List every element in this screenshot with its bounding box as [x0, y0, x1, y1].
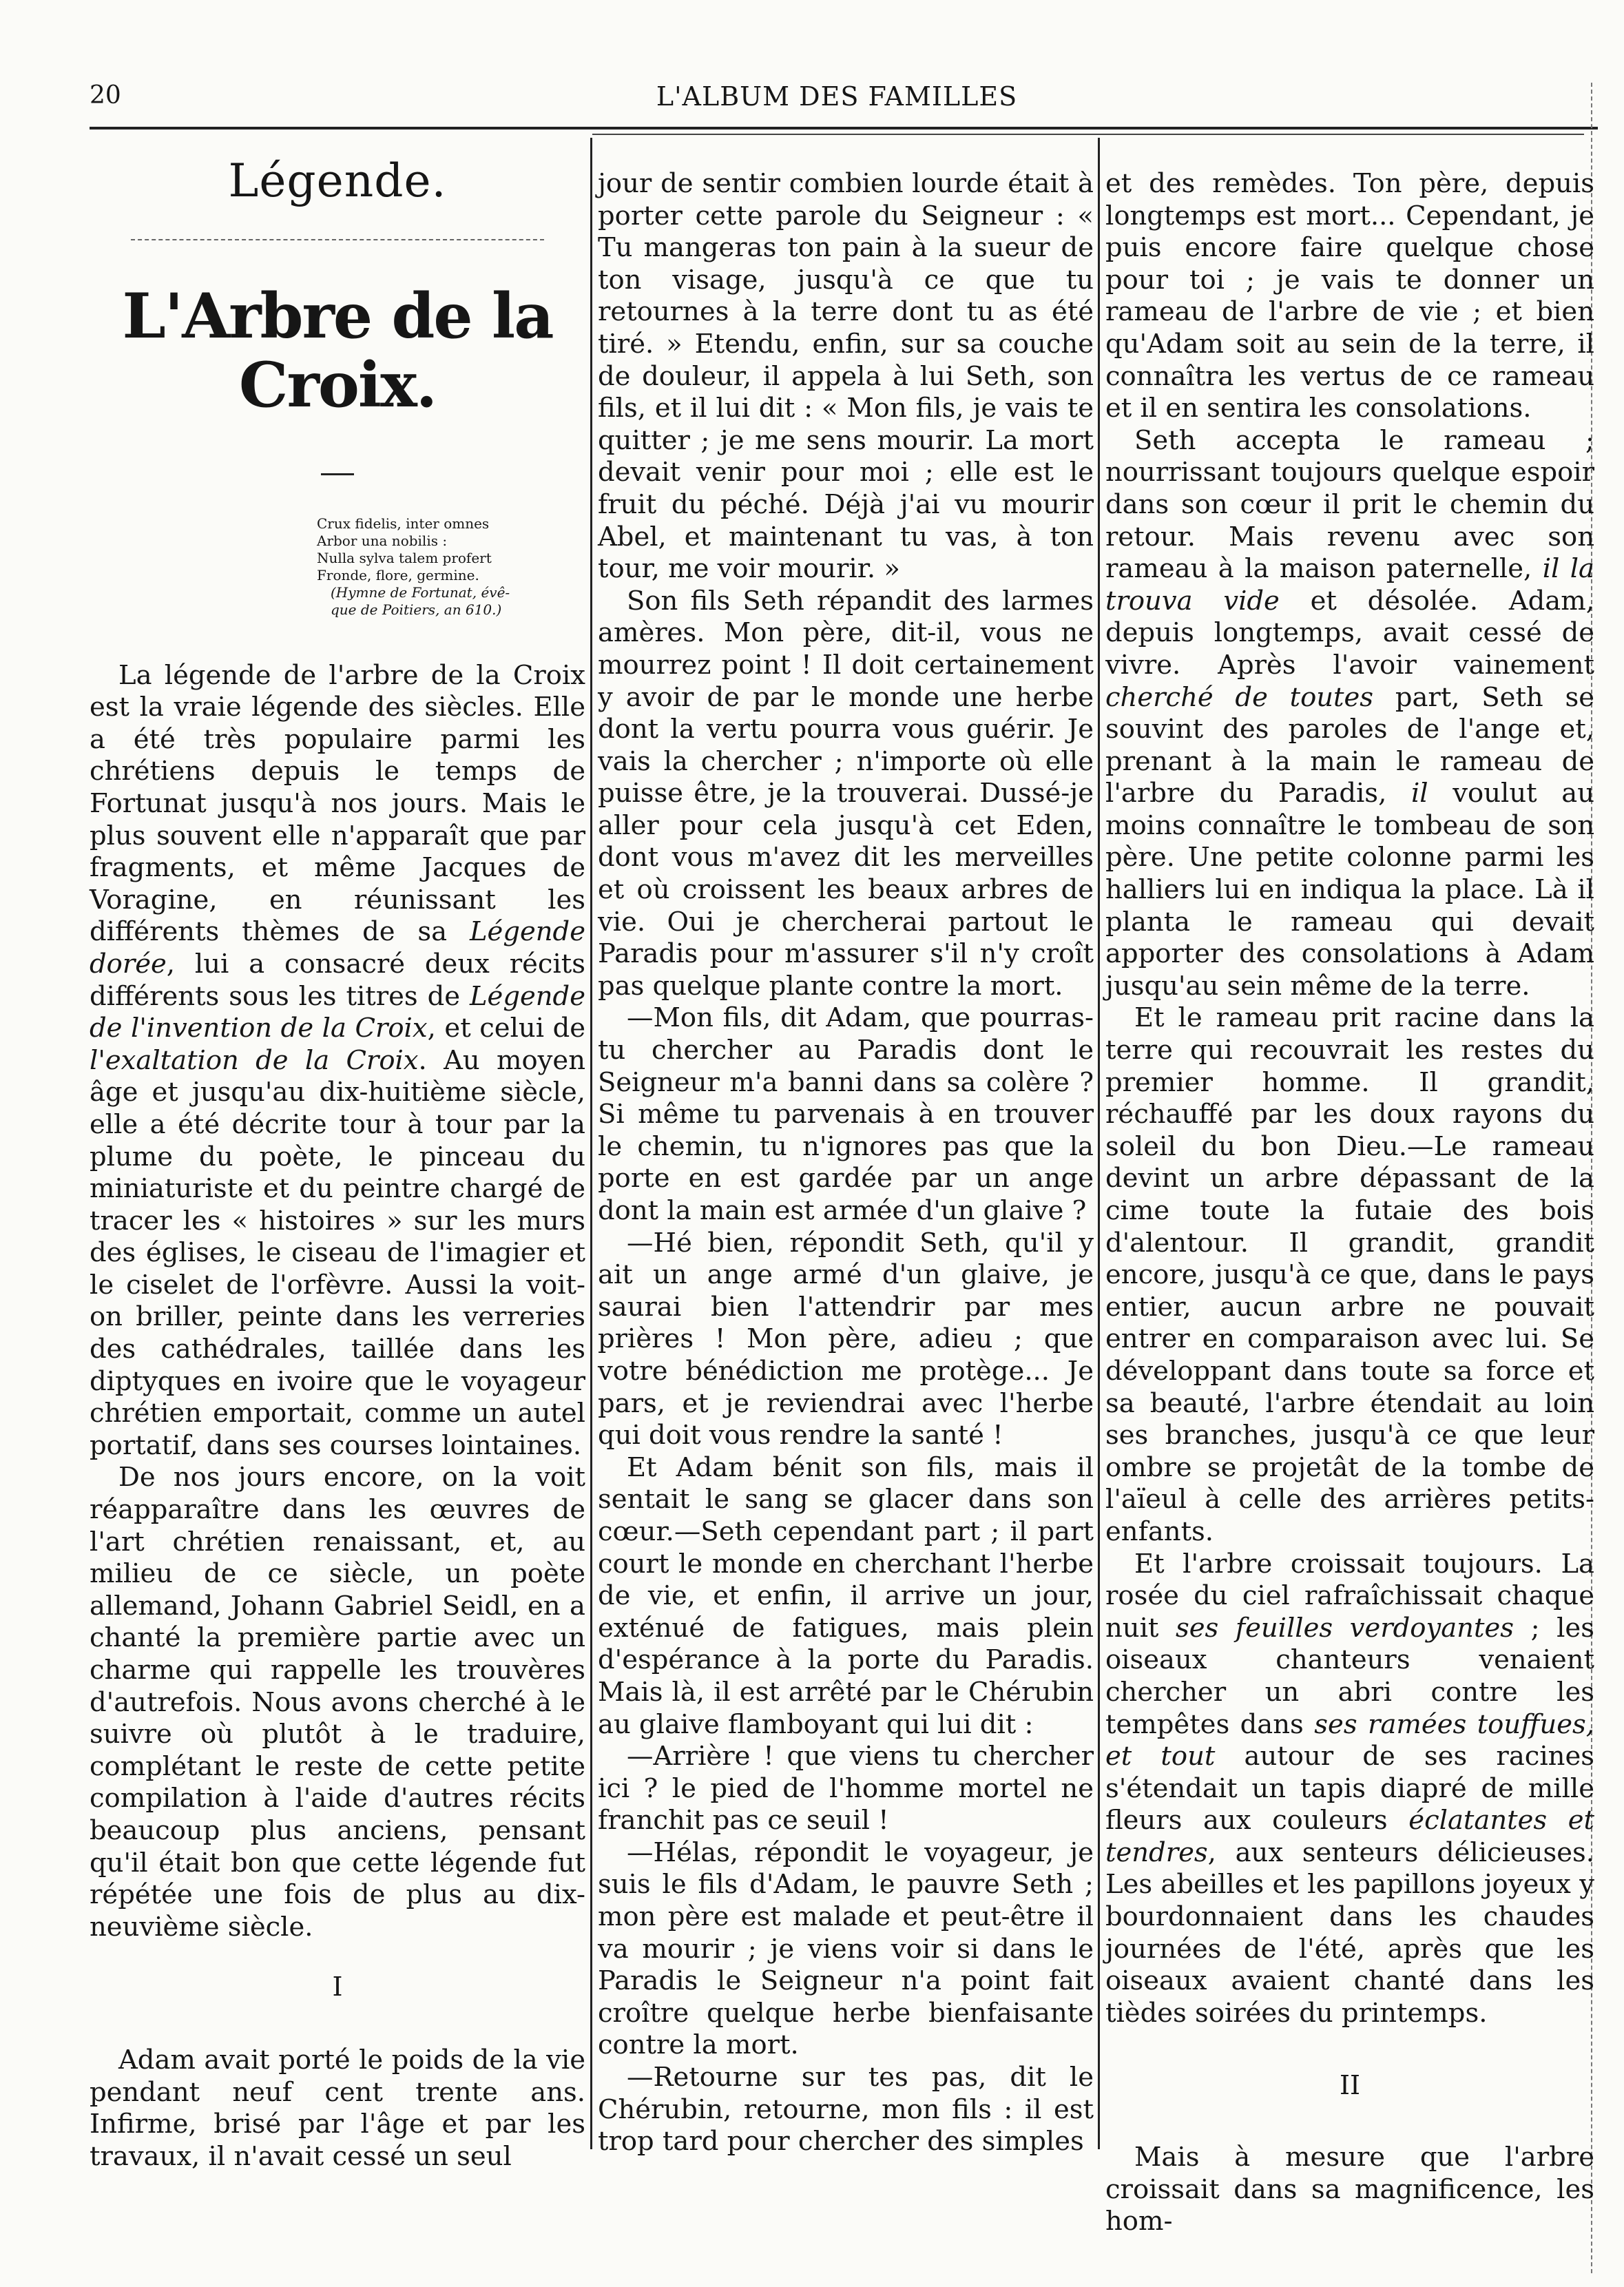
paragraph: Et Adam bénit son fils, mais il sentait le sang se glacer dans son cœur.—Seth cependant part ; il part court le monde en cherchant l'herbe de vie, et enfin, il arrive un jour, exténué de fatigues, mais plein d'espérance à la porte du Paradis. Mais là, il est arrêté par le Chérubin au glaive flamboyant qui lui dit : [598, 1451, 1094, 1740]
epigraph-line: Fronde, flore, germine. [317, 566, 479, 583]
header-rule [90, 127, 1598, 130]
paragraph: —Hélas, répondit le voyageur, je suis le fils d'Adam, le pauvre Seth ; mon père est malade et peut-être il va mourir ; je viens voir si dans le Paradis le Seigneur n'a point fait croître quelque herbe bienfaisante contre la mort. [598, 1836, 1094, 2061]
section-number: I [332, 1972, 343, 2003]
column-3 [1105, 168, 1594, 2238]
column-divider-1 [590, 138, 592, 2149]
paragraph: Mais à mesure que l'arbre croissait dans sa magnificence, les hom- [1105, 2142, 1594, 2237]
epigraph-attribution: (Hymne de Fortunat, évê- [331, 583, 510, 601]
paragraph: et des remèdes. Ton père, depuis longtemps est mort... Cependant, je puis encore faire quelque chose pour toi ; je vais te donner un rameau de l'arbre de vie ; et bien qu'Adam soit au sein de la terre, il connaîtra les vertus de ce rameau et il en sentira les consolations. [1105, 168, 1594, 424]
epigraph-line: Nulla sylva talem profert [317, 549, 492, 566]
column-divider-2 [1098, 138, 1100, 2149]
paragraph: De nos jours encore, on la voit réapparaître dans les œuvres de l'art chrétien renaissant, et, au milieu de ce siècle, un poète allemand, Johann Gabriel Seidl, en a chanté la première partie avec un charme qui rappelle les trouvères d'autrefois. Nous avons cherché à le suivre où plutôt à le traduire, complétant le reste de cette petite compilation à l'aide d'autres récits beaucoup plus anciens, pensant qu'il était bon que cette légende fut répétée une fois de plus au dix-neuvième siècle. [90, 1462, 585, 1943]
running-title: L'ALBUM DES FAMILLES [656, 81, 1018, 112]
header-rule-secondary [592, 134, 1584, 135]
page-number: 20 [90, 81, 121, 110]
paragraph: Seth accepta le rameau ; nourrissant toujours quelque espoir dans son cœur il prit le chemin du retour. Mais revenu avec son rameau à la maison paternelle, il la trouva vide et désolée. Adam, depuis longtemps, avait cessé de vivre. Après l'avoir vainement cherché de toutes part, Seth se souvint des paroles de l'ange et, prenant à la main le rameau de l'arbre du Paradis, il voulut au moins connaître le tombeau de son père. Une petite colonne parmi les halliers lui en indiqua la place. Là il planta le rameau qui devait apporter des consolations à Adam jusqu'au sein même de la terre. [1105, 424, 1594, 1002]
page-header [90, 81, 1584, 123]
paragraph: —Arrière ! que viens tu chercher ici ? le pied de l'homme mortel ne franchit pas ce seuil ! [598, 1741, 1094, 1836]
section-number: II [1339, 2070, 1361, 2101]
paragraph: Et le rameau prit racine dans la terre qui recouvrait les restes du premier homme. Il grandit, réchauffé par les doux rayons du soleil du bon Dieu.—Le rameau devint un arbre dépassant de la cime toute la futaie des bois d'alentour. Il grandit, grandit encore, jusqu'à ce que, dans le pays entier, aucun arbre ne pouvait entrer en comparaison avec lui. Se développant dans toute sa force et sa beauté, l'arbre étendait au loin ses branches, jusqu'à ce que leur ombre se projetât de la tombe de l'aïeul à celle des arrières petits-enfants. [1105, 1002, 1594, 1547]
paragraph: Son fils Seth répandit des larmes amères. Mon père, dit-il, vous ne mourrez point ! Il doit certainement y avoir de par le monde une herbe dont la vertu pourra vous guérir. Je vais la chercher ; n'importe où elle puisse être, je la trouverai. Dussé-je aller pour cela jusqu'à cet Eden, dont vous m'avez dit les merveilles et où croissent les beaux arbres de vie. Oui je chercherai partout le Paradis pour m'assurer s'il n'y croît pas quelque plante contre la mort. [598, 585, 1094, 1002]
epigraph [317, 515, 585, 619]
epigraph-line: Arbor una nobilis : [317, 532, 448, 549]
column-2 [598, 168, 1094, 2158]
paragraph: Adam avait porté le poids de la vie pendant neuf cent trente ans. Infirme, brisé par l'âge et par les travaux, il n'avait cessé un seul [90, 2044, 585, 2172]
paragraph: jour de sentir combien lourde était à porter cette parole du Seigneur : « Tu mangeras ton pain à la sueur de ton visage, jusqu'à ce que tu retournes à la terre dont tu as été tiré. » Etendu, enfin, sur sa couche de douleur, il appela à lui Seth, son fils, et il lui dit : « Mon fils, je vais te quitter ; je me sens mourir. La mort devait venir pour moi ; elle est le fruit du péché. Déjà j'ai vu mourir Abel, et maintenant tu vas, à ton tour, me voir mourir. » [598, 168, 1094, 585]
section-heading: Légende. [228, 154, 447, 207]
paragraph: —Retourne sur tes pas, dit le Chérubin, retourne, mon fils : il est trop tard pour chercher des simples [598, 2062, 1094, 2157]
paragraph: —Mon fils, dit Adam, que pourras-tu chercher au Paradis dont le Seigneur m'a banni dans sa colère ? Si même tu parvenais à en trouver le chemin, tu n'ignores pas que la porte en est gardée par un ange dont la main est armée d'un glaive ? [598, 1002, 1094, 1226]
column-1 [90, 154, 586, 2173]
paragraph: Et l'arbre croissait toujours. La rosée du ciel rafraîchissait chaque nuit ses feuilles verdoyantes ; les oiseaux chanteurs venaient chercher un abri contre les tempêtes dans ses ramées touffues, et tout autour de ses racines s'étendait un tapis diapré de mille fleurs aux couleurs éclatantes et tendres, aux senteurs délicieuses. Les abeilles et les papillons joyeux y bourdonnaient dans les chaudes journées de l'été, après que les oiseaux avaient chanté dans les tièdes soirées du printemps. [1105, 1548, 1594, 2029]
article-title: L'Arbre de la Croix. [122, 279, 553, 422]
paragraph: La légende de l'arbre de la Croix est la vraie légende des siècles. Elle a été très populaire parmi les chrétiens depuis le temps de Fortunat jusqu'à nos jours. Mais le plus souvent elle n'apparaît que par fragments, et même Jacques de Voragine, en réunissant les différents thèmes de sa Légende dorée, lui a consacré deux récits différents sous les titres de Légende de l'invention de la Croix, et celui de l'exaltation de la Croix. Au moyen âge et jusqu'au dix-huitième siècle, elle a été décrite tour à tour par la plume du poète, le pinceau du miniaturiste et du peintre chargé de tracer les « histoires » sur les murs des églises, le ciseau de l'imagier et le ciselet de l'orfèvre. Aussi la voit-on briller, peinte dans les verreries des cathédrales, taillée dans les diptyques en ivoire que le voyageur chrétien emportait, comme un autel portatif, dans ses courses lointaines. [90, 659, 586, 1461]
epigraph-line: Crux fidelis, inter omnes [317, 515, 490, 532]
paragraph: —Hé bien, répondit Seth, qu'il y ait un ange armé d'un glaive, je saurai bien l'attendrir par mes prières ! Mon père, adieu ; que votre bénédiction me protège... Je pars, et je reviendrai avec l'herbe qui doit vous rendre la santé ! [598, 1227, 1094, 1451]
epigraph-attribution: que de Poitiers, an 610.) [331, 601, 502, 618]
dashed-rule [131, 239, 544, 240]
title-rule [321, 473, 354, 475]
